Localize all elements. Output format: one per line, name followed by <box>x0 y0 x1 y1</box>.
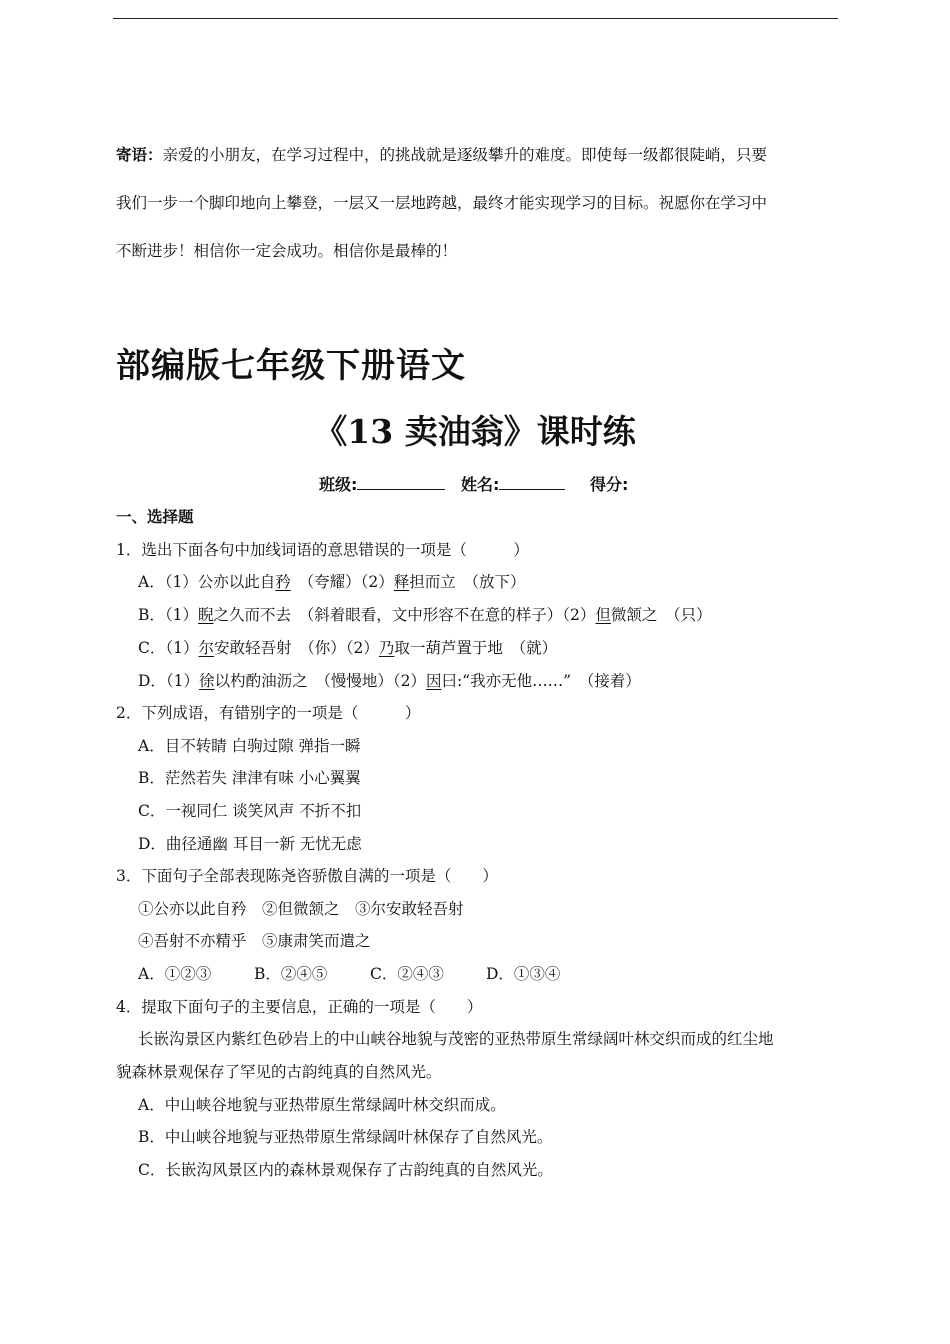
question-3-items-2: ④吾射不亦精乎 ⑤康肃笑而遣之 <box>138 932 371 950</box>
question-1-option-c[interactable] <box>138 638 557 658</box>
score-label: 得分: <box>590 475 629 494</box>
header-rule <box>113 18 838 19</box>
underlined-word: 尔 <box>198 639 214 657</box>
underlined-word: 释 <box>393 573 410 591</box>
question-4-passage-2: 貌森林景观保存了罕见的古韵纯真的自然风光。 <box>116 1063 442 1081</box>
underlined-word: 睨 <box>198 606 214 624</box>
option-text: 安敢轻吾射 （你）（2） <box>214 639 379 657</box>
question-3-items-1: ①公亦以此自矜 ②但微颔之 ③尔安敢轻吾射 <box>138 900 464 918</box>
class-field <box>319 472 445 495</box>
underlined-word: 徐 <box>199 672 215 690</box>
question-4-option-a[interactable]: A．中山峡谷地貌与亚热带原生常绿阔叶林交织而成。 <box>138 1096 506 1114</box>
question-4-option-b[interactable]: B．中山峡谷地貌与亚热带原生常绿阔叶林保存了自然风光。 <box>138 1128 553 1146</box>
name-field <box>461 472 565 495</box>
class-blank[interactable] <box>357 473 445 490</box>
name-blank[interactable] <box>499 473 565 490</box>
question-2-option-b[interactable]: B．茫然若失 津津有味 小心翼翼 <box>138 769 361 787</box>
option-text: 之久而不去 （斜着眼看，文中形容不在意的样子）（2） <box>213 606 596 624</box>
option-text: C．（1） <box>138 639 199 657</box>
question-3-option-d[interactable]: D．①③④ <box>486 965 561 983</box>
question-2-option-d[interactable]: D．曲径通幽 耳目一新 无忧无虑 <box>138 835 362 853</box>
question-3-option-a[interactable]: A．①②③ <box>138 965 212 983</box>
question-4-stem: 4．提取下面句子的主要信息，正确的一项是（ ） <box>116 998 483 1016</box>
question-2-stem: 2．下列成语，有错别字的一项是（ ） <box>116 704 421 722</box>
message-text-1: 亲爱的小朋友，在学习过程中，的挑战就是逐级攀升的难度。即使每一级都很陡峭，只要 <box>162 146 768 164</box>
option-text: 以杓酌油沥之 （慢慢地）（2） <box>214 672 426 690</box>
question-4-passage-1: 长嵌沟景区内紫红色砂岩上的中山峡谷地貌与茂密的亚热带原生常绿阔叶林交织而成的红尘地 <box>138 1030 774 1048</box>
question-3-stem: 3．下面句子全部表现陈尧咨骄傲自满的一项是（ ） <box>116 867 498 885</box>
page-title: 部编版七年级下册语文 <box>116 346 466 386</box>
question-2-option-c[interactable]: C．一视同仁 谈笑风声 不折不扣 <box>138 802 362 820</box>
underlined-word: 但 <box>595 606 611 624</box>
question-2-option-a[interactable]: A．目不转睛 白驹过隙 弹指一瞬 <box>138 737 361 755</box>
message-line-2: 我们一步一个脚印地向上攀登，一层又一层地跨越，最终才能实现学习的目标。祝愿你在学习中 <box>116 194 768 212</box>
question-1-option-b[interactable] <box>138 605 712 625</box>
message-line-3: 不断进步！相信你一定会成功。相信你是最棒的！ <box>116 242 458 260</box>
lesson-title: 《13 卖油翁》课时练 <box>314 412 636 451</box>
message-label: 寄语 <box>116 145 148 164</box>
question-3-option-b[interactable]: B．②④⑤ <box>254 965 328 983</box>
underlined-word: 因 <box>425 672 442 690</box>
option-text: A．（1）公亦以此自 <box>138 573 276 591</box>
underlined-word: 矜 <box>275 573 291 591</box>
option-text: 担而立 （放下） <box>409 573 526 591</box>
name-label: 姓名: <box>461 475 500 494</box>
underlined-word: 乃 <box>378 639 395 657</box>
question-1-stem: 1．选出下面各句中加线词语的意思错误的一项是（ ） <box>116 541 529 559</box>
message-line-1 <box>116 145 838 165</box>
option-text: 取一葫芦置于地 （就） <box>394 639 558 657</box>
question-1-option-d[interactable] <box>138 671 641 691</box>
question-1-option-a[interactable] <box>138 572 525 592</box>
option-text: D．（1） <box>138 672 200 690</box>
option-text: （夸耀）（2） <box>290 573 394 591</box>
score-field <box>590 472 628 495</box>
question-4-option-c[interactable]: C．长嵌沟风景区内的森林景观保存了古韵纯真的自然风光。 <box>138 1161 553 1179</box>
option-text: 曰:“我亦无他……” （接着） <box>441 672 641 690</box>
message-colon: ： <box>147 145 163 164</box>
class-label: 班级: <box>319 475 358 494</box>
option-text: 微颔之 （只） <box>610 606 712 624</box>
option-text: B．（1） <box>138 606 199 624</box>
question-3-option-c[interactable]: C．②④③ <box>370 965 444 983</box>
section-heading: 一、选择题 <box>116 508 194 526</box>
